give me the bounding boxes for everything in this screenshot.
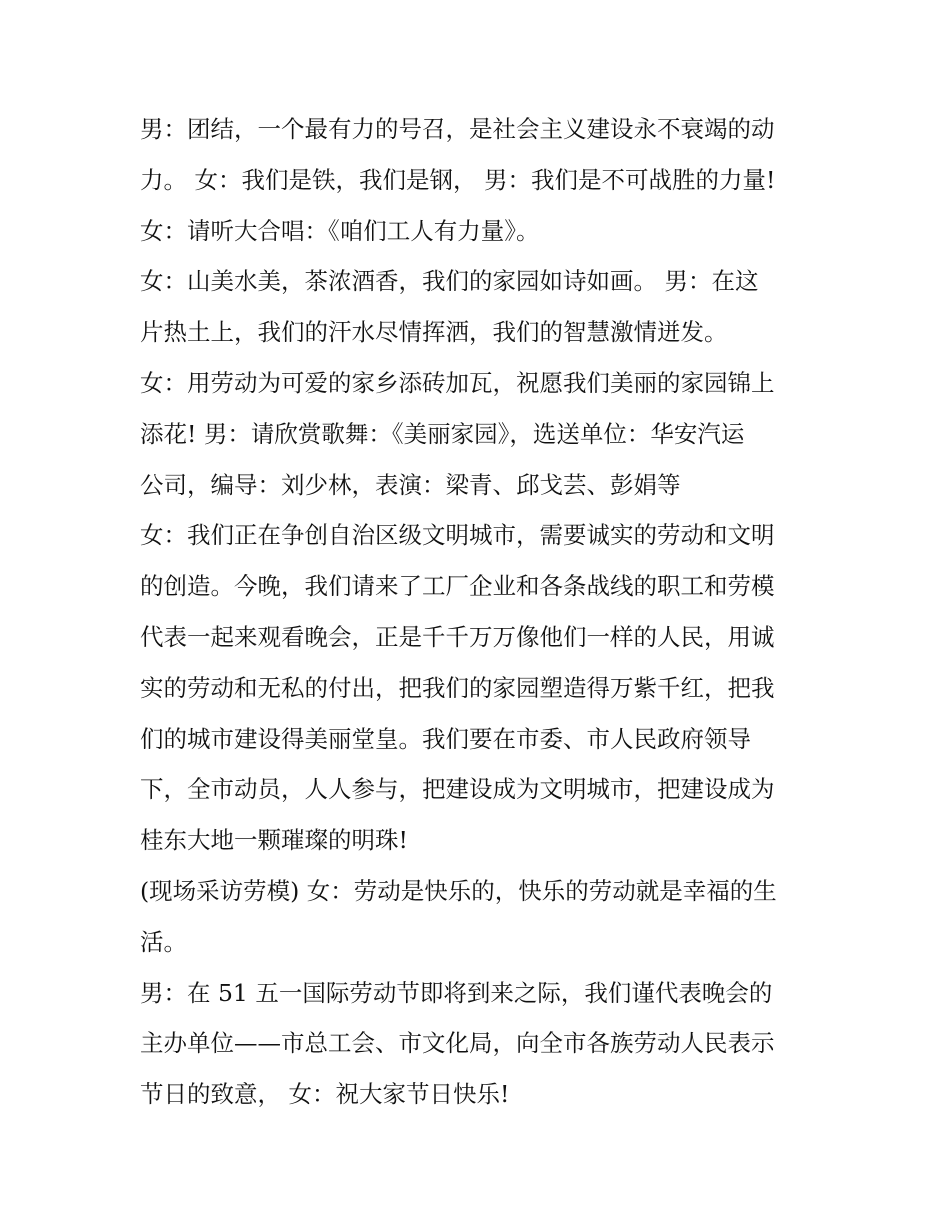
text-line: 的创造。今晚，我们请来了工厂企业和各条战线的职工和劳模 [140, 572, 775, 601]
text-line: 男：在 51 五一国际劳动节即将到来之际，我们谨代表晚会的 [140, 978, 773, 1007]
text-line: 女：我们正在争创自治区级文明城市，需要诚实的劳动和文明 [140, 521, 775, 550]
text-line: 公司，编导：刘少林，表演：梁青、邱戈芸、彭娟等 [140, 470, 681, 499]
text-line: 节日的致意， 女：祝大家节日快乐! [140, 1080, 510, 1109]
text-line: 女：山美水美，茶浓酒香，我们的家园如诗如画。 男：在这 [140, 267, 759, 296]
text-line: 代表一起来观看晚会，正是千千万万像他们一样的人民，用诚 [140, 622, 775, 651]
text-line: 女：请听大合唱：《咱们工人有力量》。 [140, 216, 540, 245]
text-line: 活。 [140, 927, 187, 956]
text-line: 们的城市建设得美丽堂皇。我们要在市委、市人民政府领导 [140, 724, 751, 753]
text-line: 实的劳动和无私的付出，把我们的家园塑造得万紫千红，把我 [140, 673, 775, 702]
text-line: 添花! 男：请欣赏歌舞：《美丽家园》，选送单位：华安汽运 [140, 419, 745, 448]
text-line: 女：用劳动为可爱的家乡添砖加瓦，祝愿我们美丽的家园锦上 [140, 368, 775, 397]
text-line: 片热土上，我们的汗水尽情挥洒，我们的智慧激情迸发。 [140, 318, 728, 347]
text-line: 桂东大地一颗璀璨的明珠! [140, 826, 408, 855]
text-line: (现场采访劳模) 女：劳动是快乐的，快乐的劳动就是幸福的生 [140, 876, 777, 905]
text-line: 下，全市动员，人人参与，把建设成为文明城市，把建设成为 [140, 775, 775, 804]
document-body [140, 104, 820, 1120]
text-line: 男：团结，一个最有力的号召，是社会主义建设永不衰竭的动 [140, 115, 775, 143]
text-line: 主办单位——市总工会、市文化局，向全市各族劳动人民表示 [140, 1029, 775, 1058]
text-line: 力。 女：我们是铁，我们是钢， 男：我们是不可战胜的力量! [140, 165, 776, 194]
